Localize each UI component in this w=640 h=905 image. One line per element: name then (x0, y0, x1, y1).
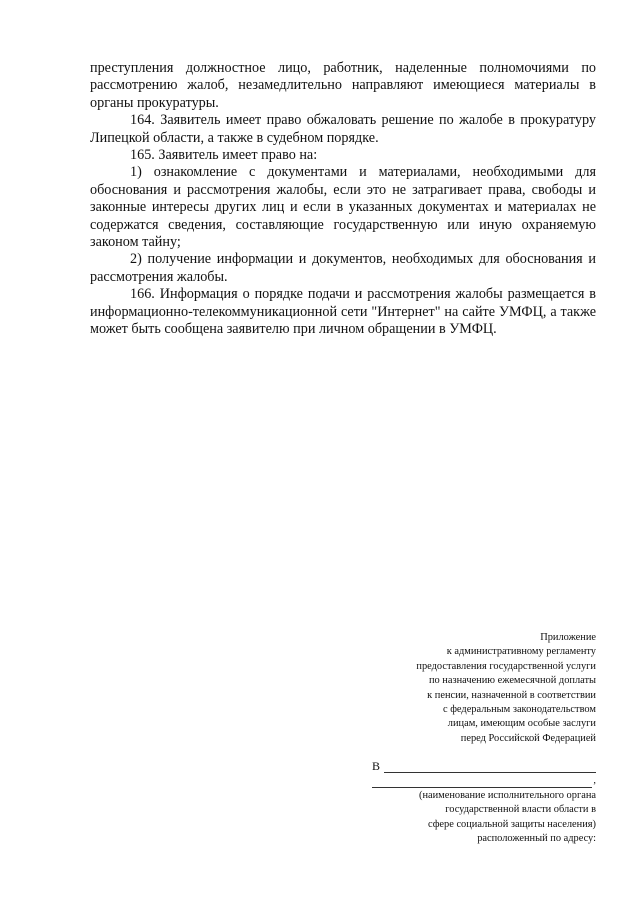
addressee-note (372, 789, 596, 847)
addressee-blank-line (384, 761, 596, 773)
paragraph-164: 164. Заявитель имеет право обжаловать решение по жалобе в прокуратуру Липецкой области, а также в судебном порядке. (90, 112, 596, 146)
paragraph-165: 165. Заявитель имеет право на: (130, 147, 318, 164)
appendix-line: по назначению ежемесячной доплаты (428, 675, 596, 687)
paragraph-165-item-2: 2) получение информации и документов, необходимых для обоснования и рассмотрения жалобы. (90, 251, 596, 285)
addressee-note-line: расположенный по адресу: (477, 833, 596, 845)
appendix-line: предоставления государственной услуги (416, 660, 596, 672)
appendix-line: к административному регламенту (446, 646, 596, 658)
addressee-note-line: (наименование исполнительного органа (418, 790, 596, 801)
addressee-block (372, 758, 596, 847)
appendix-line: Приложение (540, 632, 596, 643)
addressee-note-line: сфере социальной защиты населения) (427, 818, 596, 830)
appendix-line: лицам, имеющим особые заслуги (447, 718, 596, 730)
addressee-prefix: В (372, 758, 381, 773)
addressee-blank-line (372, 776, 592, 788)
appendix-line: перед Российской Федерацией (460, 732, 596, 744)
paragraph-166: 166. Информация о порядке подачи и рассмотрения жалобы размещается в информационно-телекоммуникационной сети "Интернет" на сайте УМФЦ, а также может быть сообщена заявителю при личном обращении в УМФЦ. (90, 286, 596, 338)
appendix-line: к пенсии, назначенной в соответствии (427, 689, 596, 701)
appendix-line: с федеральным законодательством (442, 704, 596, 716)
addressee-note-line: государственной власти области в (445, 804, 596, 816)
addressee-second-line (372, 773, 596, 788)
addressee-line (372, 758, 596, 773)
regulation-body-text (90, 60, 596, 339)
appendix-header (360, 631, 596, 746)
paragraph-165-item-1: 1) ознакомление с документами и материалами, необходимыми для обоснования и рассмотрения жалобы, если это не затрагивает права, свободы и законные интересы других лиц и если в указанных документах и материалах не содержатся сведения, составляющие государственную или иную охраняемую законом тайну; (90, 164, 596, 251)
paragraph-continuation: преступления должностное лицо, работник, наделенные полномочиями по рассмотрению жалоб, незамедлительно направляют имеющиеся материалы в органы прокуратуры. (90, 60, 596, 111)
addressee-comma: , (593, 774, 596, 786)
